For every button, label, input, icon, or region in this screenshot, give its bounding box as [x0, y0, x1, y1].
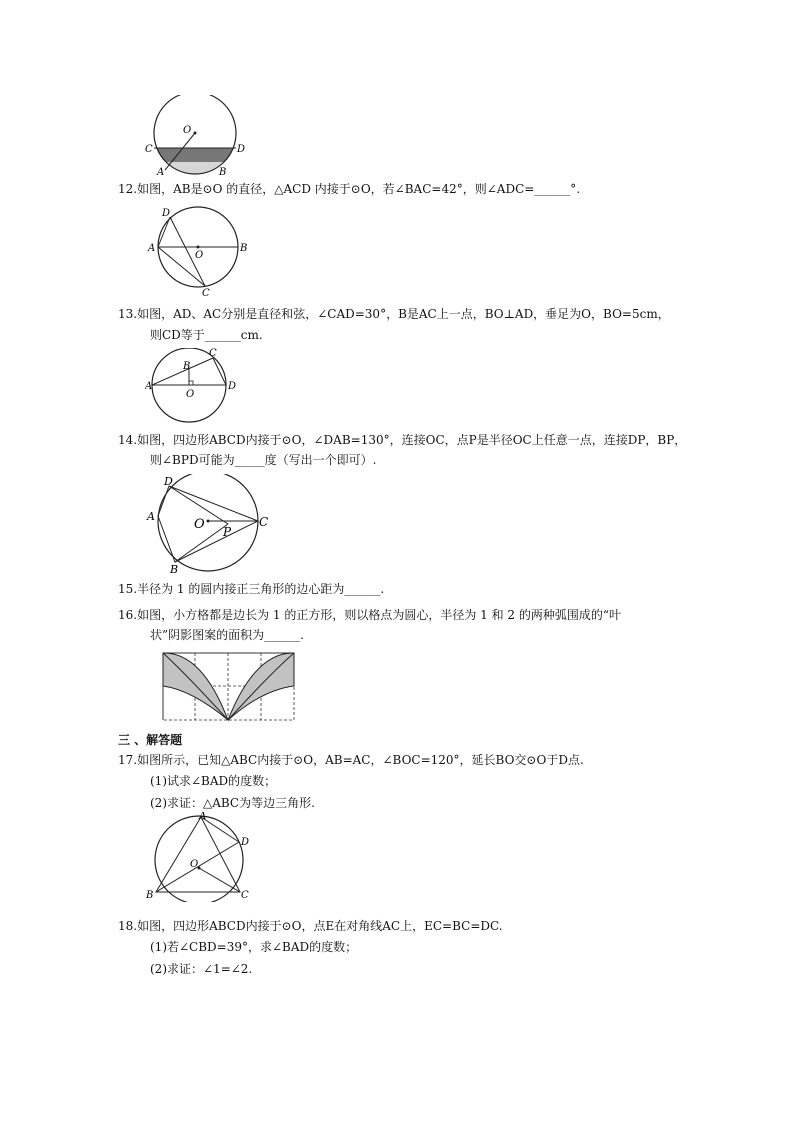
fig17-label-b: B: [146, 890, 154, 901]
fig12-label-a: A: [148, 243, 156, 254]
fig13-label-b: B: [183, 361, 191, 372]
question-13-line2: 则CD等于______cm.: [150, 328, 263, 342]
fig17-label-a: A: [199, 812, 207, 822]
fig14-label-b: B: [170, 563, 179, 574]
fig17-label-o: O: [190, 859, 199, 870]
fig14-label-a: A: [147, 510, 155, 523]
fig13-label-a: A: [145, 381, 153, 392]
figure-q14-circle: [145, 474, 275, 574]
question-17-sub2: (2)求证：△ABC为等边三角形.: [150, 796, 315, 810]
question-15: 15.半径为 1 的圆内接正三角形的边心距为______.: [118, 582, 385, 596]
figure-q16-leaf-grid: [162, 652, 296, 722]
question-16-line2: 状”阴影图案的面积为______.: [150, 628, 304, 642]
section-3-heading: 三 、解答题: [118, 733, 183, 747]
fig11-label-b: B: [219, 167, 227, 177]
fig14-label-p: P: [223, 525, 232, 539]
figure-q17-circle: [143, 812, 255, 902]
figure-q12-circle: [145, 205, 255, 297]
fig14-label-d: D: [164, 475, 173, 488]
fig13-label-d: D: [228, 381, 237, 392]
fig14-label-o: O: [194, 517, 205, 532]
fig11-label-a: A: [157, 167, 165, 177]
fig17-label-c: C: [241, 890, 249, 901]
question-14-line2: 则∠BPD可能为_____度（写出一个即可）.: [150, 453, 377, 467]
question-18-sub1: (1)若∠CBD=39°，求∠BAD的度数；: [150, 940, 358, 954]
fig11-label-o: O: [183, 125, 192, 136]
fig12-label-b: B: [240, 243, 248, 254]
question-18-sub2: (2)求证：∠1=∠2.: [150, 962, 253, 976]
figure-q11-circle-shaded: [145, 95, 245, 177]
fig14-label-c: C: [259, 515, 269, 529]
question-17-line1: 17.如图所示，已知△ABC内接于⊙O，AB=AC，∠BOC=120°，延长BO交⊙O于D点.: [118, 753, 584, 767]
question-12: 12.如图，AB是⊙O 的直径，△ACD 内接于⊙O，若∠BAC=42°，则∠ADC=______°.: [118, 182, 581, 196]
fig11-label-c: C: [145, 144, 153, 155]
fig13-label-o: O: [186, 389, 195, 400]
question-13-line1: 13.如图，AD、AC分别是直径和弦，∠CAD=30°，B是AC上一点，BO⊥AD，垂足为O，BO=5cm，: [118, 307, 670, 321]
fig13-label-c: C: [209, 348, 217, 359]
question-14-line1: 14.如图，四边形ABCD内接于⊙O，∠DAB=130°，连接OC，点P是半径OC上任意一点，连接DP，BP，: [118, 433, 687, 447]
fig11-label-d: D: [237, 144, 245, 155]
question-16-line1: 16.如图，小方格都是边长为 1 的正方形，则以格点为圆心，半径为 1 和 2 的两种弧围成的“叶: [118, 608, 622, 622]
fig12-label-c: C: [202, 288, 210, 297]
fig17-label-d: D: [241, 837, 250, 848]
fig12-label-d: D: [162, 208, 171, 219]
fig12-label-o: O: [195, 250, 204, 261]
question-17-sub1: (1)试求∠BAD的度数；: [150, 774, 277, 788]
question-18-line1: 18.如图，四边形ABCD内接于⊙O，点E在对角线AC上，EC=BC=DC.: [118, 919, 503, 933]
figure-q13-circle: [145, 348, 240, 424]
